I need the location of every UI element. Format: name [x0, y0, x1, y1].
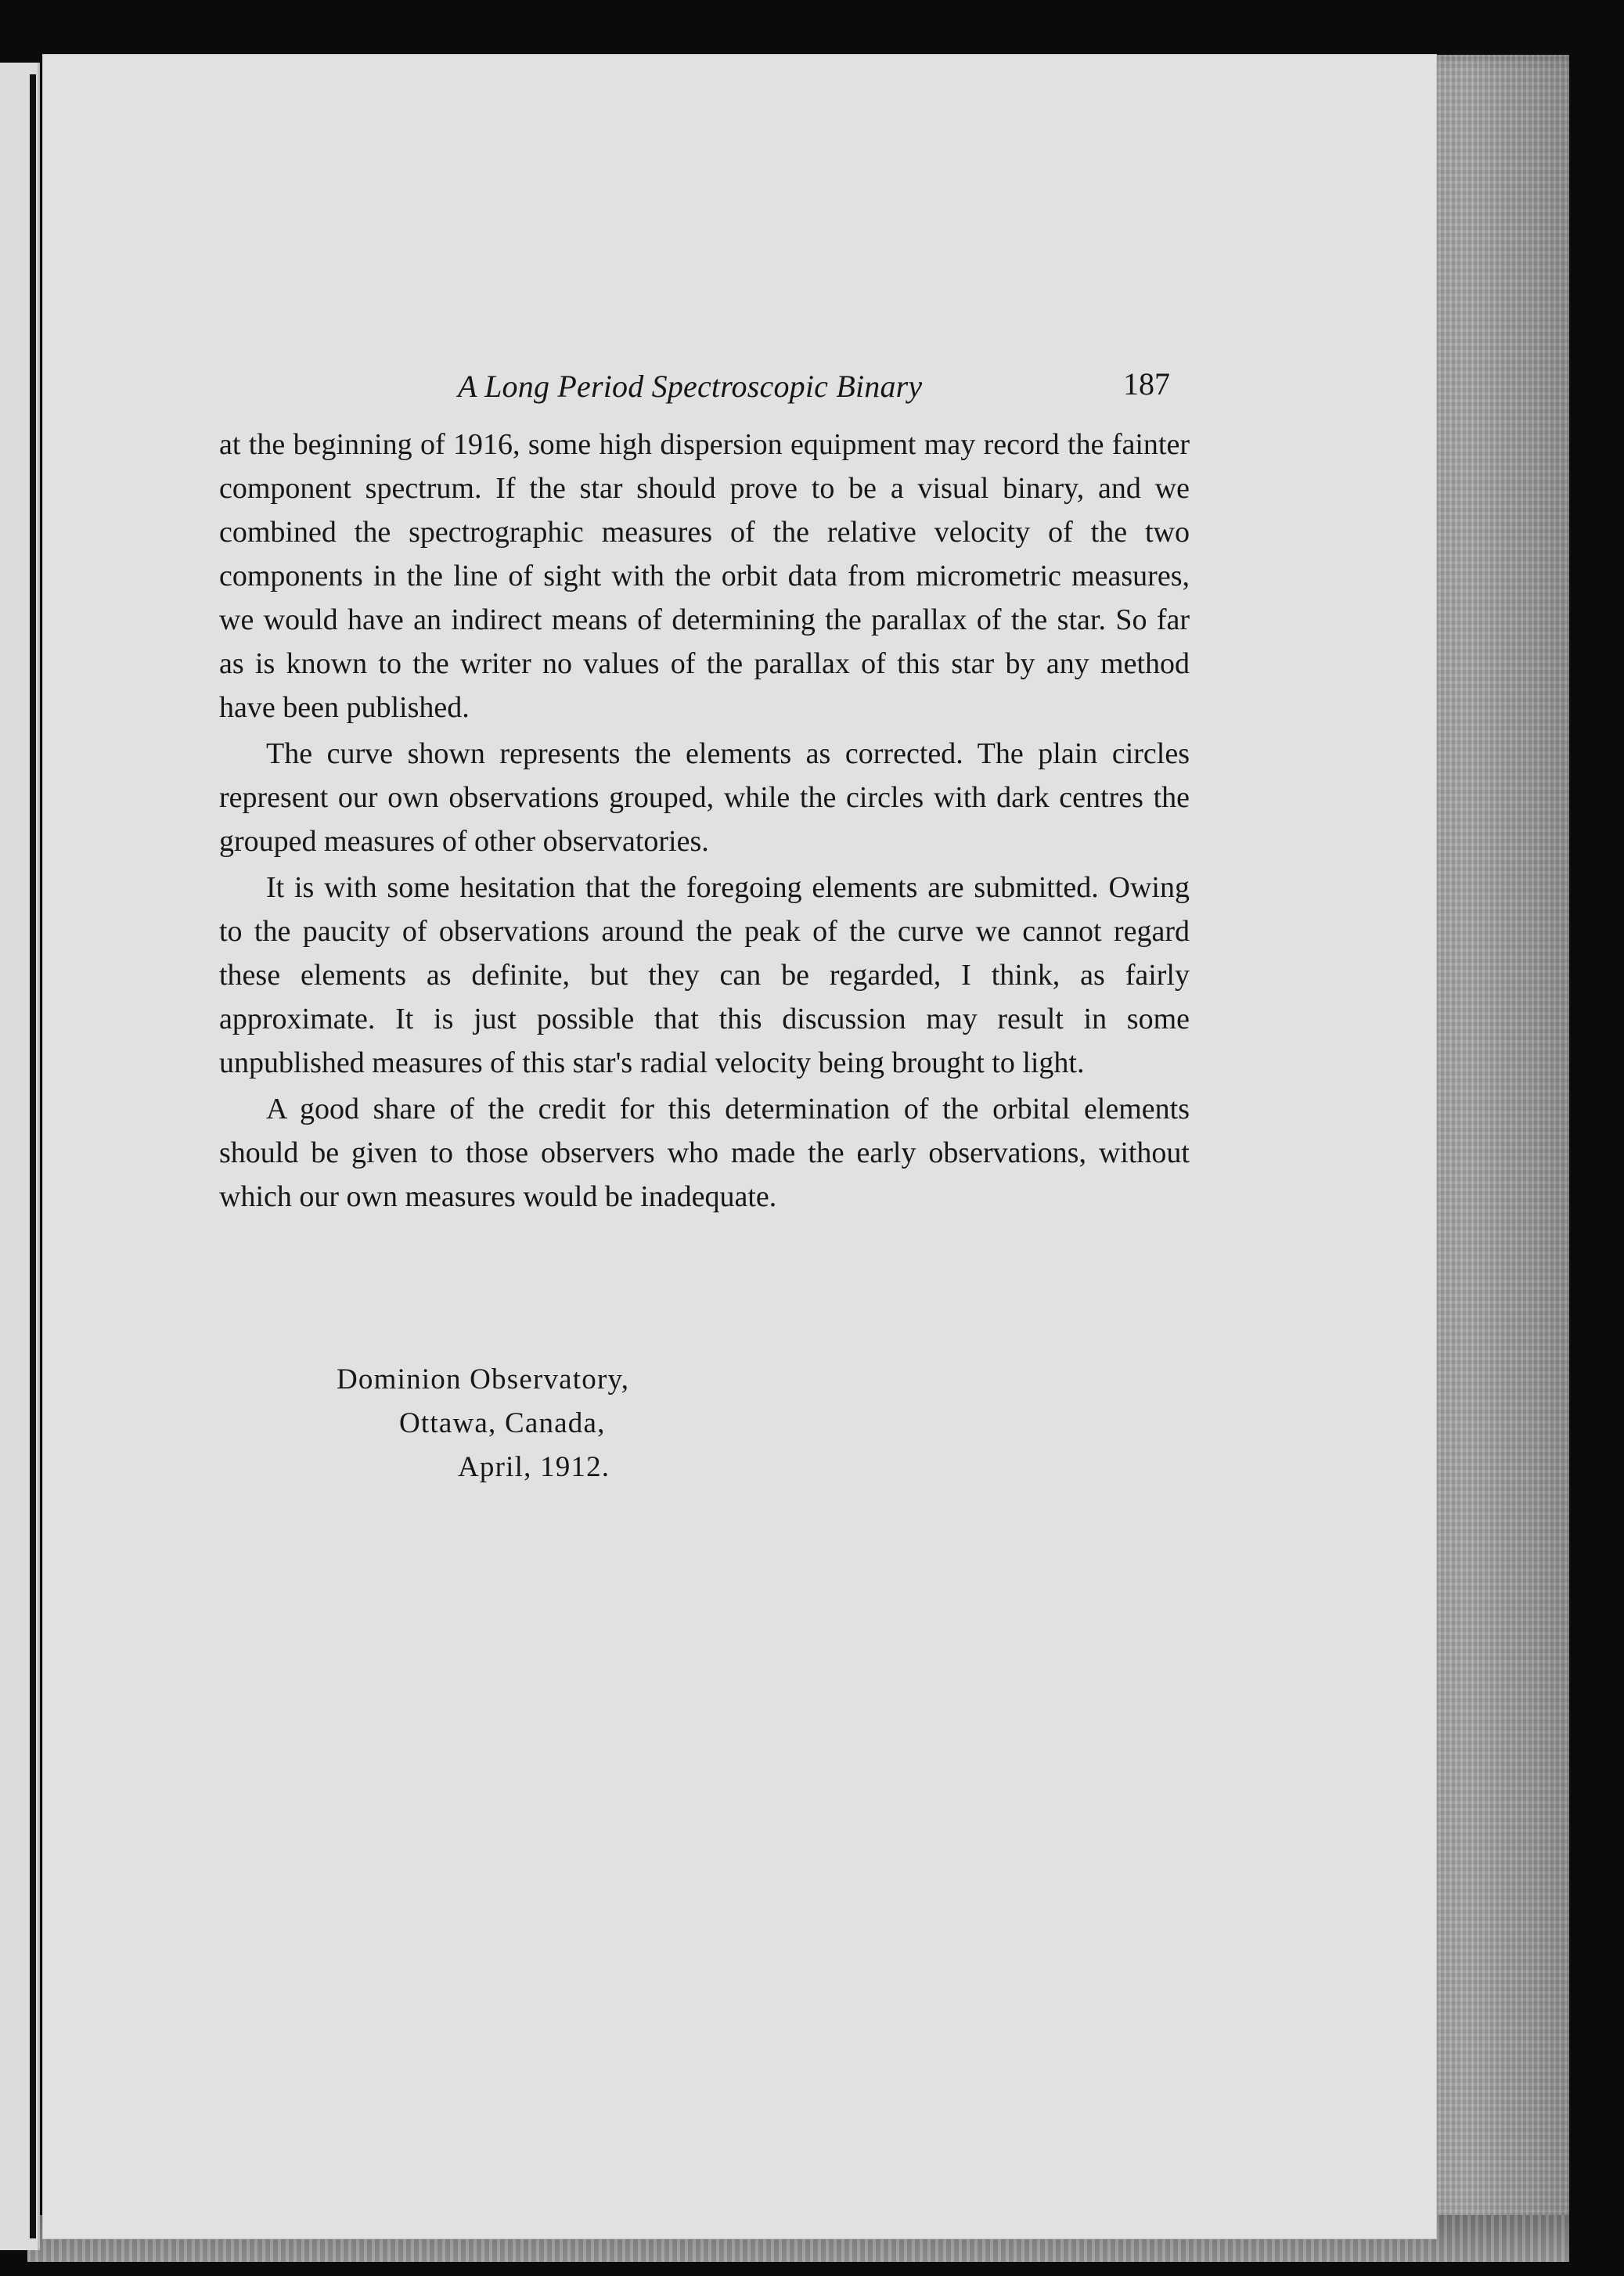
paragraph: A good share of the credit for this determination of the orbital elements should be given to those observers who made the early observations, without which our own measures would be inadequate. [219, 1093, 1190, 1213]
body-text [219, 423, 1190, 1221]
signature-line-institution: Dominion Observatory, [337, 1363, 630, 1395]
binding-line [30, 74, 36, 2238]
paragraph: at the beginning of 1916, some high dispersion equipment may record the fainter component spectrum. If the star should prove to be a visual binary, and we combined the spectrographic measures of the relative velocity of the two components in the line of sight with the orbit data from micrometric measures, we would have an indirect means of determining the parallax of the star. So far as is known to the writer no values of the parallax of this star by any method have been published. [219, 428, 1190, 724]
document-page [43, 55, 1436, 2238]
paragraph: The curve shown represents the elements as corrected. The plain circles represent our own observations grouped, while the circles with dark centres the grouped measures of other observatories. [219, 737, 1190, 858]
page-number: 187 [1123, 366, 1170, 402]
paragraph: It is with some hesitation that the foregoing elements are submitted. Owing to the paucity of observations around the peak of the curve we cannot regard these elements as definite, but they can be regarded, I think, as fairly approximate. It is just possible that this discussion may result in some unpublished measures of this star's radial velocity being brought to light. [219, 871, 1190, 1079]
signature-block [337, 1358, 629, 1489]
running-title: A Long Period Spectroscopic Binary [458, 369, 923, 404]
signature-line-date: April, 1912. [458, 1451, 610, 1483]
signature-line-location: Ottawa, Canada, [399, 1407, 606, 1439]
